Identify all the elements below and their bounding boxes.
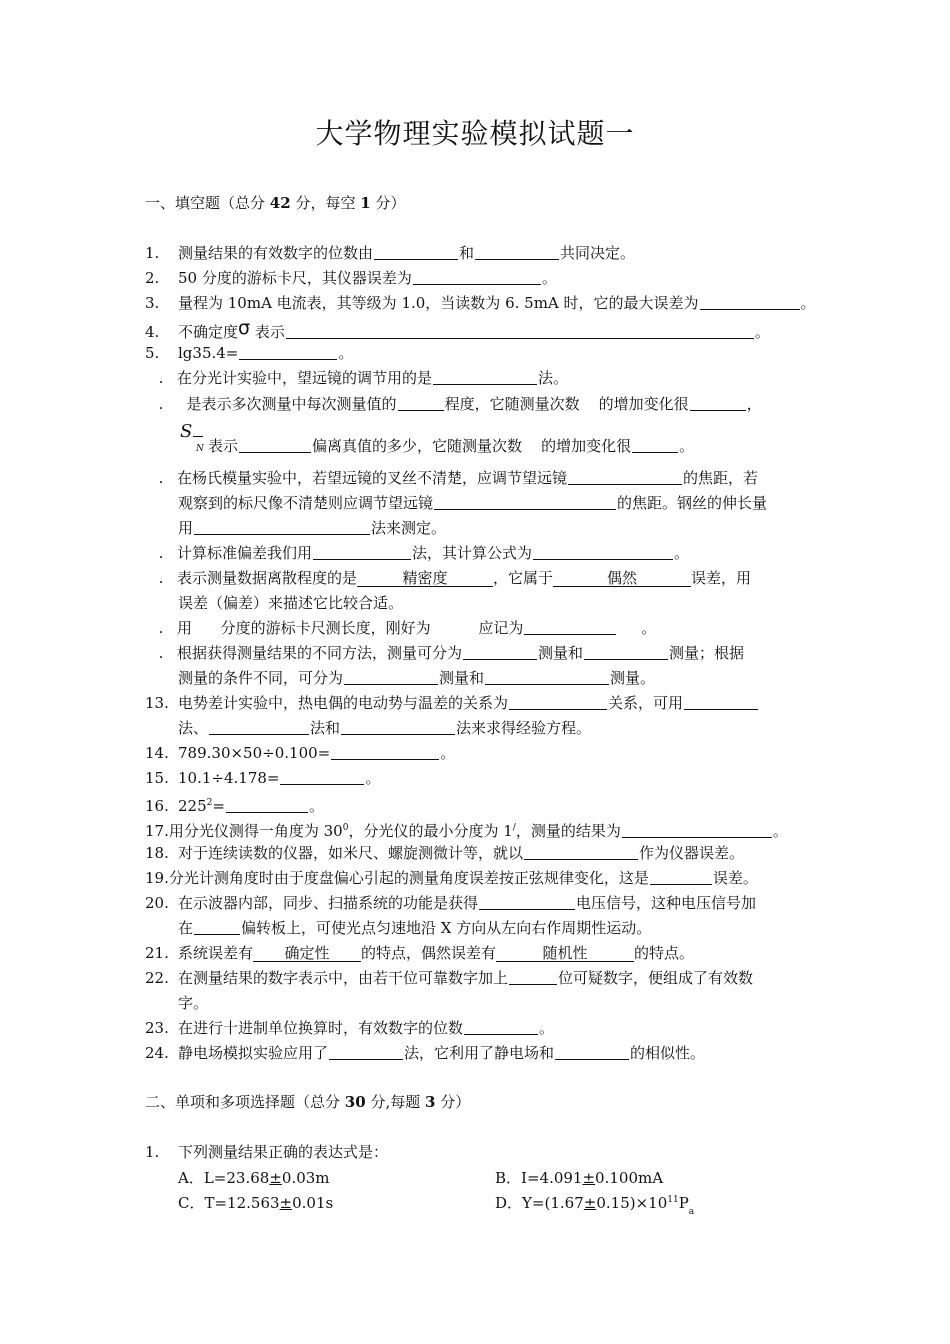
question-3 <box>145 293 816 313</box>
text-fragment: 16. <box>145 797 169 815</box>
question-8-cont <box>145 493 767 513</box>
symbol-bar <box>193 436 203 437</box>
question-8 <box>145 468 758 488</box>
answer-blank <box>684 694 758 710</box>
text-fragment: 21. <box>145 944 169 962</box>
text-fragment: ± <box>279 1194 293 1212</box>
text-fragment: . <box>158 544 164 562</box>
section-2-header <box>145 1092 470 1112</box>
text-fragment: 误差（偏差）来描述它比较合适。 <box>178 594 404 612</box>
question-5 <box>145 343 353 363</box>
text-fragment: . <box>158 644 164 662</box>
text-fragment: 1. <box>145 244 160 262</box>
text-fragment: 。 <box>539 1019 555 1037</box>
question-10-cont <box>145 593 403 613</box>
text-fragment: 13. <box>145 694 169 712</box>
text-fragment: = <box>212 797 225 815</box>
answer-blank <box>584 644 668 660</box>
section-1-header <box>145 193 405 213</box>
mc-question-1 <box>145 1142 388 1162</box>
answer-blank <box>509 969 557 985</box>
text-fragment: 3 <box>425 1093 436 1111</box>
answer-blank <box>344 669 438 685</box>
answer-blank <box>568 469 682 485</box>
symbol-s-n: S <box>180 421 193 442</box>
text-fragment: ，它属于 <box>493 569 554 587</box>
question-14 <box>145 743 455 763</box>
answer-blank <box>398 395 444 411</box>
text-fragment: 用 <box>177 619 193 637</box>
text-fragment: 789.30×50÷0.100= <box>178 744 331 762</box>
text-fragment: 测量和 <box>439 669 485 687</box>
question-12-cont <box>145 668 655 688</box>
text-fragment: 表示测量数据离散程度的是 <box>177 569 358 587</box>
answer-blank <box>413 269 541 285</box>
text-fragment: 下列测量结果正确的表达式是： <box>178 1143 389 1161</box>
answer-blank <box>239 437 311 453</box>
filled-answer: 精密度 <box>357 570 493 587</box>
answer-blank <box>286 323 754 339</box>
text-fragment: ，分光仪的最小分度为 1 <box>348 822 513 840</box>
text-fragment: 0.03m <box>281 1169 330 1187</box>
text-fragment: 的焦距，若 <box>683 469 759 487</box>
text-fragment: . <box>158 369 164 387</box>
question-8-cont2 <box>145 518 446 538</box>
text-fragment: 在分光计实验中，望远镜的调节用的是 <box>177 369 433 387</box>
answer-blank <box>194 919 240 935</box>
text-fragment: 误差。 <box>712 869 758 887</box>
text-fragment: 法，它利用了静电场和 <box>404 1044 555 1062</box>
text-fragment: 的增加变化很 <box>598 395 689 413</box>
text-fragment: 5. <box>145 344 160 362</box>
question-20 <box>145 893 756 913</box>
text-fragment: 量程为 10mA 电流表，其等级为 1.0，当读数为 6. 5mA 时，它的最大误差为 <box>178 294 699 312</box>
text-fragment: 3. <box>145 294 160 312</box>
answer-blank <box>700 294 800 310</box>
text-fragment: 在示波器内部，同步、扫描系统的功能是获得 <box>178 894 479 912</box>
text-fragment: 电压信号，这种电压信号加 <box>576 894 757 912</box>
text-fragment: 应记为 <box>478 619 524 637</box>
text-fragment: σ <box>238 317 251 339</box>
text-fragment: 的特点。 <box>634 944 695 962</box>
text-fragment: 1. <box>145 1143 160 1161</box>
answer-blank <box>524 619 616 635</box>
text-fragment: 4. <box>145 323 160 341</box>
text-fragment: 17. <box>145 822 169 840</box>
text-fragment: 法来测定。 <box>371 519 447 537</box>
text-fragment: 。 <box>674 544 690 562</box>
question-12 <box>145 643 744 663</box>
answer-blank <box>509 694 607 710</box>
text-fragment: 分，每空 <box>295 194 356 212</box>
text-fragment: 计算标准偏差我们用 <box>177 544 313 562</box>
text-fragment: 表示 <box>208 437 239 455</box>
text-fragment: 二、单项和多项选择题（总分 <box>145 1093 341 1111</box>
text-fragment: 。 <box>679 437 695 455</box>
text-fragment: 的焦距。钢丝的伸长量 <box>617 494 768 512</box>
text-fragment: 作为仪器误差。 <box>639 844 745 862</box>
mc-option-b <box>495 1167 663 1188</box>
answer-blank <box>341 719 455 735</box>
text-fragment: 测量结果的有效数字的位数由 <box>178 244 374 262</box>
text-fragment: 程度，它随测量次数 <box>444 395 580 413</box>
question-24 <box>145 1043 705 1063</box>
question-7 <box>145 394 762 414</box>
text-fragment: 2 <box>206 798 213 808</box>
text-fragment: 42 <box>269 194 291 212</box>
question-11 <box>145 618 656 638</box>
text-fragment: C． <box>178 1194 205 1212</box>
text-fragment: 一、填空题（总分 <box>145 194 266 212</box>
question-16 <box>145 793 324 816</box>
text-fragment: 法和 <box>310 719 341 737</box>
text-fragment: D． <box>495 1194 523 1212</box>
text-fragment: 位可疑数字，便组成了有效数 <box>558 969 754 987</box>
text-fragment: 静电场模拟实验应用了 <box>178 1044 329 1062</box>
text-fragment: I=4.091 <box>521 1169 583 1187</box>
text-fragment: ， <box>746 395 762 413</box>
text-fragment: 根据获得测量结果的不同方法，测量可分为 <box>177 644 463 662</box>
text-fragment: a <box>688 1207 695 1217</box>
answer-blank <box>463 644 537 660</box>
text-fragment: 分） <box>375 194 406 212</box>
text-fragment: 的增加变化很 <box>541 437 632 455</box>
text-fragment: 误差，用 <box>691 569 752 587</box>
page-title: 大学物理实验模拟试题一 <box>315 117 635 150</box>
text-fragment: 0.100mA <box>595 1169 664 1187</box>
text-fragment: 不确定度 <box>178 323 239 341</box>
text-fragment: 表示 <box>254 323 285 341</box>
text-fragment: Y=(1.67 <box>522 1194 584 1212</box>
question-4 <box>145 318 770 342</box>
question-13 <box>145 693 759 713</box>
text-fragment: ± <box>582 1169 596 1187</box>
text-fragment: 用 <box>178 519 194 537</box>
text-fragment: 偏离真值的多少，它随测量次数 <box>312 437 523 455</box>
text-fragment: 24. <box>145 1044 169 1062</box>
text-fragment: lg35.4= <box>178 344 239 362</box>
question-9 <box>145 543 689 563</box>
text-fragment: 0.01s <box>292 1194 334 1212</box>
answer-blank <box>331 744 439 760</box>
answer-blank <box>650 869 712 885</box>
text-fragment: 法来求得经验方程。 <box>456 719 592 737</box>
text-fragment: 共同决定。 <box>560 244 636 262</box>
text-fragment: 对于连续读数的仪器，如米尺、螺旋测微计等，就以 <box>178 844 524 862</box>
answer-blank <box>555 1044 629 1060</box>
text-fragment: B． <box>495 1169 522 1187</box>
text-fragment: . <box>158 619 164 637</box>
text-fragment: ± <box>269 1169 282 1187</box>
question-10 <box>145 568 751 588</box>
text-fragment: 。 <box>365 769 381 787</box>
answer-blank <box>464 1019 538 1035</box>
text-fragment: 用分光仪测得一角度为 30 <box>168 822 343 840</box>
answer-blank <box>194 519 370 535</box>
question-18 <box>145 843 744 863</box>
mc-option-d <box>495 1192 694 1217</box>
text-fragment: 偏转板上，可使光点匀速地沿 X 方向从左向右作周期性运动。 <box>241 919 652 937</box>
text-fragment: 1 <box>360 194 371 212</box>
text-fragment: 测量的条件不同，可分为 <box>178 669 344 687</box>
filled-answer: 偶然 <box>553 570 691 587</box>
text-fragment: ，测量的结果为 <box>515 822 621 840</box>
text-fragment: A． <box>178 1169 204 1187</box>
answer-blank <box>280 769 364 785</box>
text-fragment: 14. <box>145 744 169 762</box>
text-fragment: . <box>158 569 164 587</box>
question-1 <box>145 243 635 263</box>
text-fragment: 分） <box>440 1093 471 1111</box>
text-fragment: 。 <box>308 797 324 815</box>
question-20-cont <box>145 918 651 938</box>
text-fragment: 法、 <box>178 719 209 737</box>
text-fragment: 0.15)×10 <box>596 1194 668 1212</box>
text-fragment: 在 <box>178 919 194 937</box>
text-fragment: ± <box>583 1194 597 1212</box>
question-22 <box>145 968 753 988</box>
question-19 <box>145 868 758 888</box>
answer-blank <box>533 544 673 560</box>
question-7-cont <box>208 436 694 456</box>
text-fragment: 和 <box>459 244 475 262</box>
text-fragment: 是表示多次测量中每次测量值的 <box>186 395 397 413</box>
text-fragment: 225 <box>178 797 207 815</box>
text-fragment: 。 <box>440 744 456 762</box>
text-fragment: 2. <box>145 269 160 287</box>
answer-blank <box>313 544 411 560</box>
text-fragment: 在进行十进制单位换算时，有效数字的位数 <box>178 1019 464 1037</box>
text-fragment: 23. <box>145 1019 169 1037</box>
answer-blank <box>329 1044 403 1060</box>
answer-blank <box>485 669 609 685</box>
question-23 <box>145 1018 554 1038</box>
text-fragment: 关系，可用 <box>608 694 684 712</box>
text-fragment: L=23.68 <box>203 1169 270 1187</box>
text-fragment: 。 <box>541 269 557 287</box>
answer-blank <box>475 244 559 260</box>
text-fragment: 分光计测角度时由于度盘偏心引起的测量角度误差按正弦规律变化，这是 <box>168 869 649 887</box>
symbol-subscript: N <box>196 444 204 454</box>
answer-blank <box>226 797 308 813</box>
text-fragment: 19. <box>145 869 169 887</box>
text-fragment: 观察到的标尺像不清楚则应调节望远镜 <box>178 494 434 512</box>
question-2 <box>145 268 557 288</box>
text-fragment: 。 <box>772 822 788 840</box>
text-fragment: 30 <box>344 1093 366 1111</box>
text-fragment: 。 <box>800 294 816 312</box>
text-fragment: 50 分度的游标卡尺，其仪器误差为 <box>178 269 412 287</box>
question-6 <box>145 368 568 388</box>
answer-blank <box>239 344 337 360</box>
question-22-cont <box>145 993 208 1013</box>
text-fragment: 字。 <box>178 994 209 1012</box>
text-fragment: 15. <box>145 769 169 787</box>
text-fragment: 11 <box>667 1195 679 1205</box>
text-fragment: . <box>158 469 164 487</box>
text-fragment: 22. <box>145 969 169 987</box>
question-15 <box>145 768 381 788</box>
question-17 <box>145 818 788 841</box>
question-21 <box>145 943 694 963</box>
text-fragment: 测量。 <box>610 669 656 687</box>
text-fragment: T=12.563 <box>204 1194 280 1212</box>
text-fragment: 的相似性。 <box>630 1044 706 1062</box>
answer-blank <box>209 719 309 735</box>
answer-blank <box>632 437 678 453</box>
answer-blank <box>433 369 537 385</box>
mc-option-a <box>178 1167 330 1188</box>
answer-blank <box>622 822 772 838</box>
text-fragment: 测量和 <box>538 644 584 662</box>
text-fragment: / <box>512 823 516 833</box>
text-fragment: 0 <box>342 823 349 833</box>
answer-blank <box>524 844 638 860</box>
answer-blank <box>374 244 458 260</box>
text-fragment: 的特点，偶然误差有 <box>361 944 497 962</box>
text-fragment: 在测量结果的数字表示中，由若干位可靠数字加上 <box>178 969 509 987</box>
answer-blank <box>479 894 575 910</box>
mc-option-c <box>178 1192 333 1213</box>
text-fragment: 法。 <box>538 369 569 387</box>
answer-blank <box>690 395 746 411</box>
text-fragment: 电势差计实验中，热电偶的电动势与温差的关系为 <box>178 694 509 712</box>
text-fragment: 20. <box>145 894 169 912</box>
text-fragment: 测量；根据 <box>669 644 745 662</box>
text-fragment: 法，其计算公式为 <box>412 544 533 562</box>
text-fragment: 分,每题 <box>370 1093 421 1111</box>
text-fragment: 在杨氏模量实验中，若望远镜的叉丝不清楚，应调节望远镜 <box>177 469 568 487</box>
answer-blank <box>434 494 616 510</box>
text-fragment: . <box>158 395 164 413</box>
text-fragment: 。 <box>338 344 354 362</box>
question-13-cont <box>145 718 591 738</box>
filled-answer: 确定性 <box>253 945 361 962</box>
text-fragment: 系统误差有 <box>178 944 254 962</box>
text-fragment: 。 <box>641 619 657 637</box>
filled-answer: 随机性 <box>496 945 634 962</box>
text-fragment: 18. <box>145 844 169 862</box>
text-fragment: P <box>678 1194 689 1212</box>
text-fragment: 分度的游标卡尺测长度，刚好为 <box>220 619 431 637</box>
text-fragment: 10.1÷4.178= <box>178 769 280 787</box>
text-fragment: 。 <box>754 323 770 341</box>
